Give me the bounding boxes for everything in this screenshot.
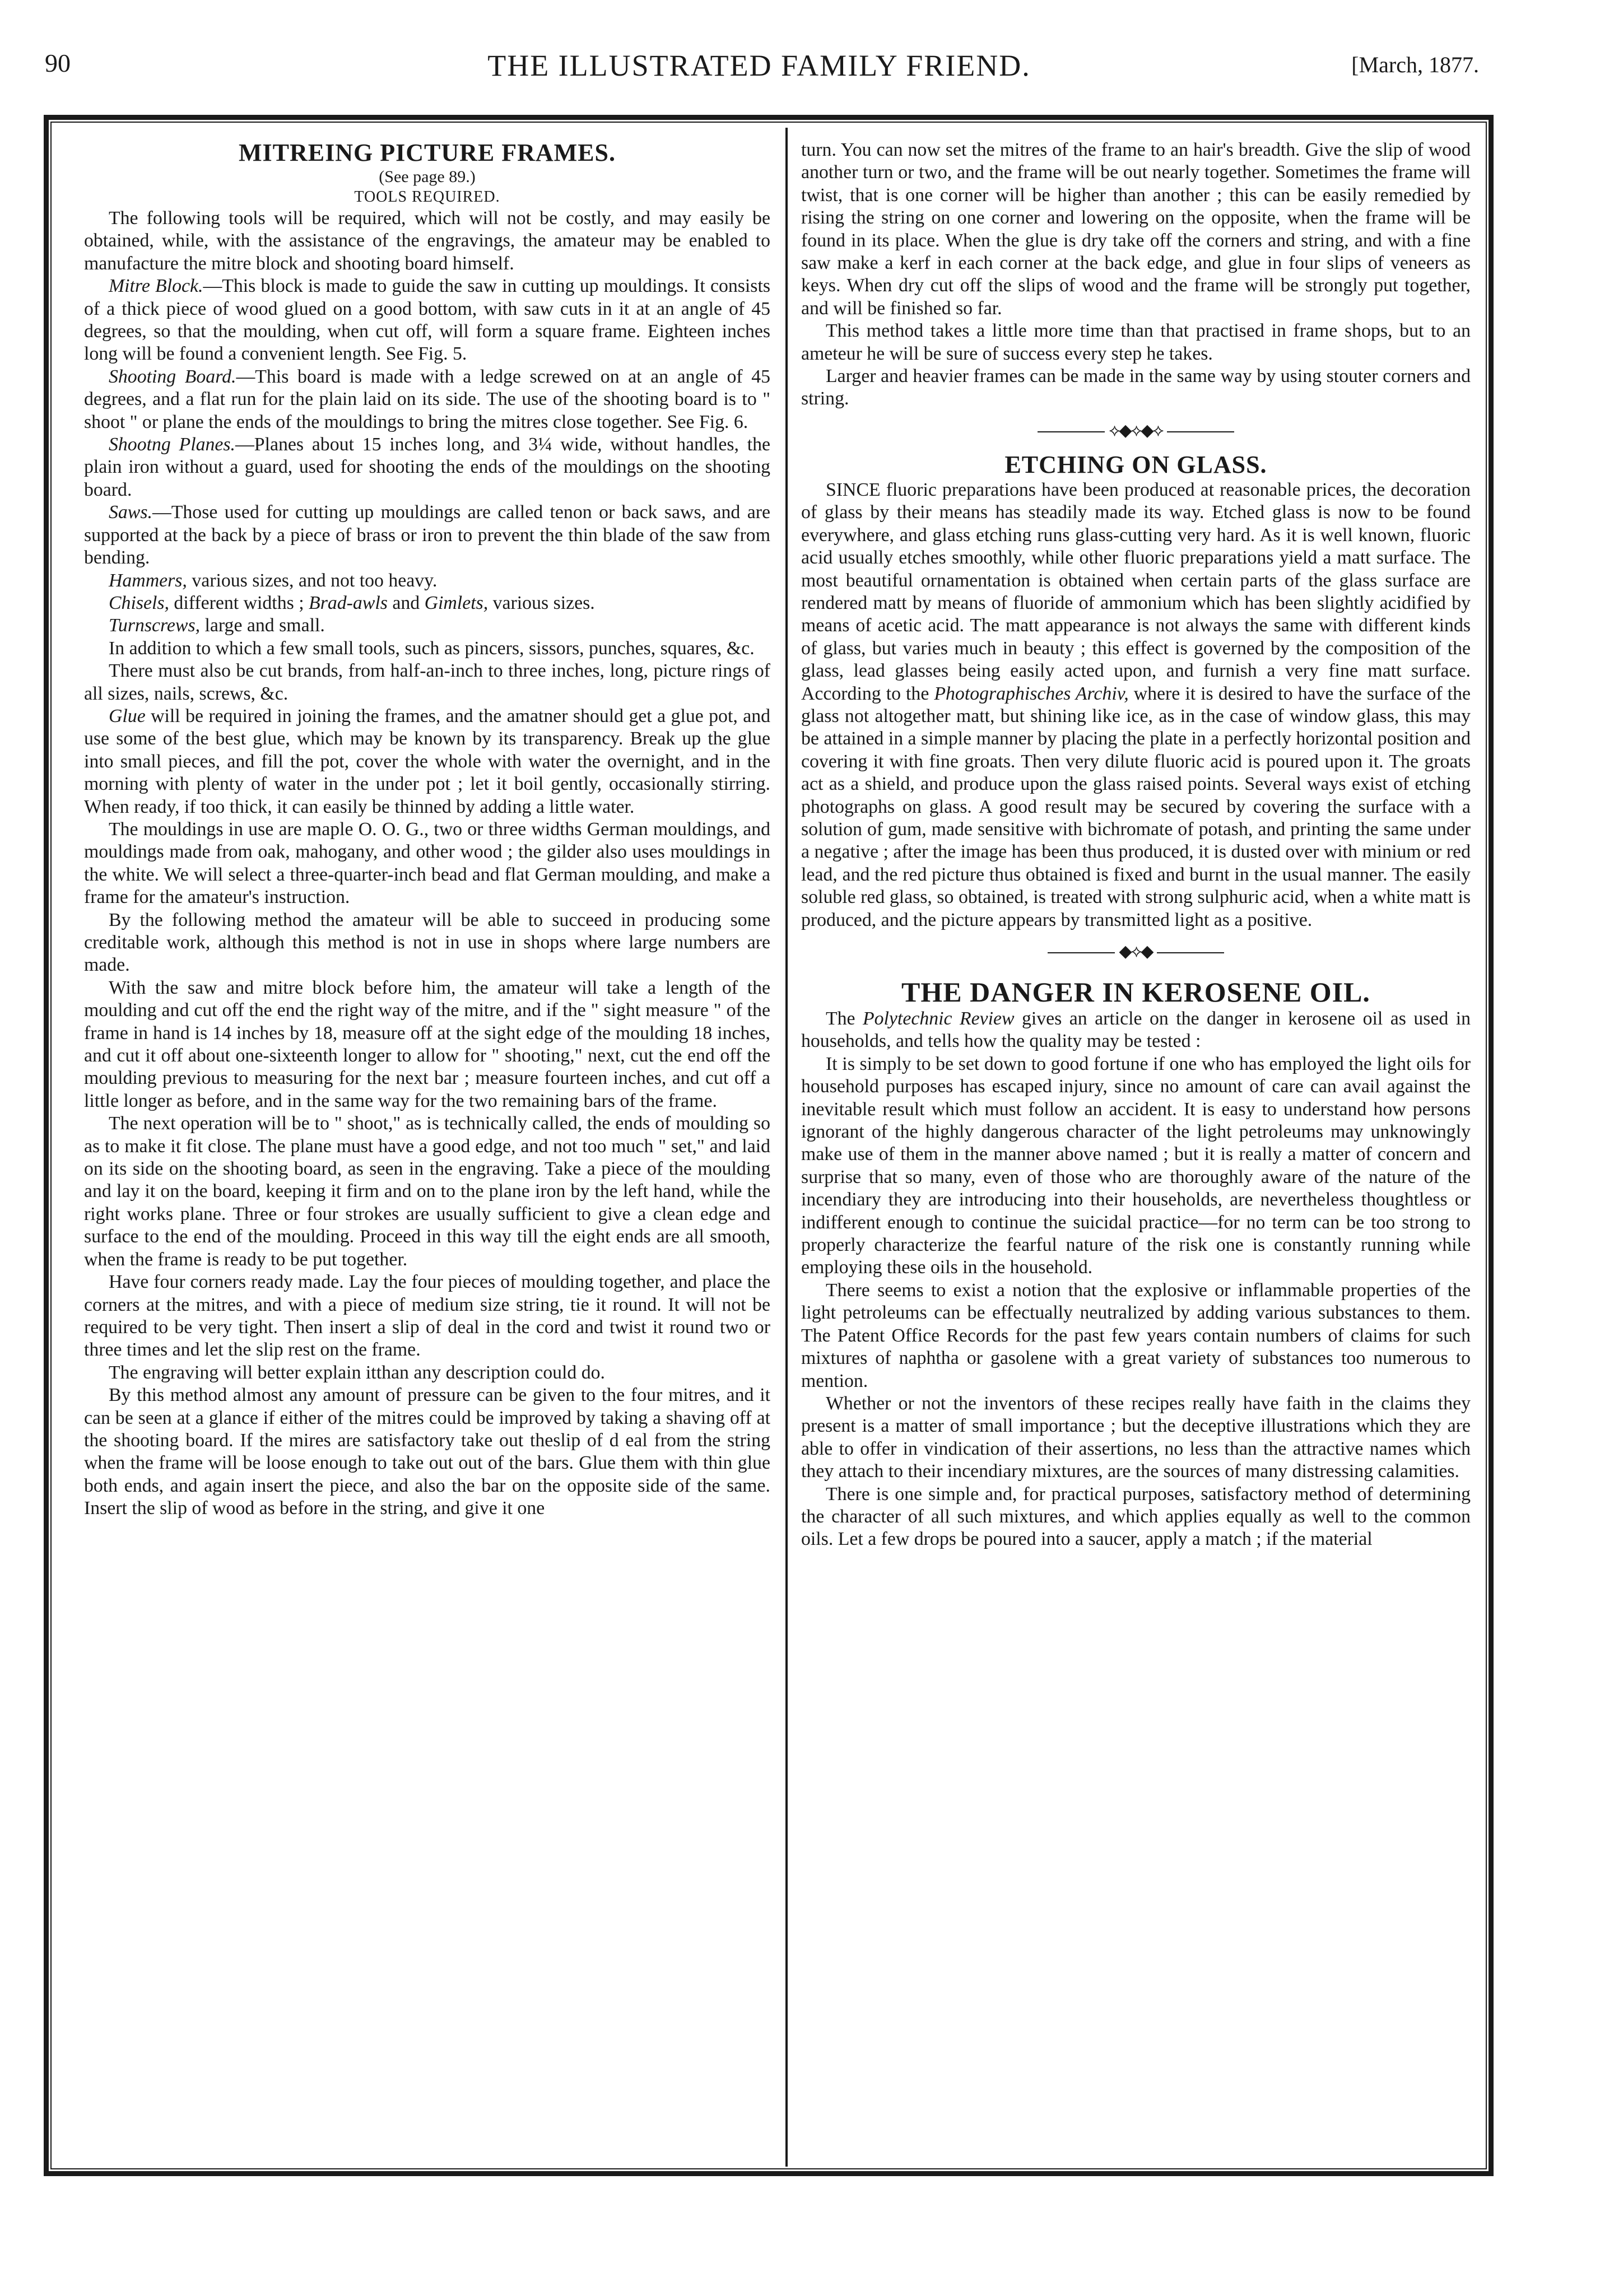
- paragraph: Glue will be required in joining the frames, and the amatner should get a glue pot, and use some of the best glue, which may be known by its transparency. Break up the glue into small pieces, and fill the pot, cover the whole with water the overnight, and in the morning with plenty of water in the under pot ; let it boil gently, occasionally stirring. When ready, if too thick, it can easily be thinned by adding a little water.: [84, 705, 770, 817]
- term: Mitre Block.: [109, 276, 203, 297]
- article-title-etching: ETCHING ON GLASS.: [1004, 450, 1267, 478]
- paragraph: turn. You can now set the mitres of the frame to an hair's breadth. Give the slip of wood another turn or two, and the frame will be out nearly together. Sometimes the frame will twist, that is one corner will be higher than another ; this can be easily remedied by rising the string on one corner and lowering on the opposite, when the frame will be found in its place. When the glue is dry take off the corners and string, and with a fine saw make a kerf in each corner at the back edge, and glue in four slips of veneers as keys. When dry cut off the slips of wood and the frame will be strongly put together, and will be finished so far.: [801, 139, 1471, 319]
- paragraph: It is simply to be set down to good fortune if one who has employed the light oils for household purposes has escaped injury, since no amount of care can avail against the inevitable result which must follow an accident. It is easy to understand how persons ignorant of the highly dangerous character of the light petroleums may unknowingly make use of them in the manner above named ; but it is really a matter of concern and surprise that so many, even of those who are thoroughly aware of the nature of the incendiary they are introducing into their households, are nevertheless thoughtless or indifferent enough to continue the suicidal practice—for no term can be too strong to properly characterize the fearful nature of the risk one is constantly running while employing these oils in the household.: [801, 1053, 1471, 1278]
- term: Glue: [109, 705, 146, 726]
- page-number: 90: [45, 49, 71, 77]
- paragraph: This method takes a little more time than that practised in frame shops, but to an ameteur he will be sure of success every step he takes.: [801, 320, 1471, 364]
- tools-required-heading: TOOLS REQUIRED.: [354, 188, 500, 206]
- term: Turnscrews,: [109, 615, 201, 636]
- paragraph: Hammers, various sizes, and not too heavy.: [109, 570, 438, 591]
- section-ornament: ◆⟡◆: [801, 940, 1471, 963]
- paragraph: Mitre Block.—This block is made to guide the saw in cutting up mouldings. It consists of a thick piece of wood glued on a good bottom, with saw cuts in it at an angle of 45 degrees, so that the moulding, when cut off, will form a square frame. Eighteen inches long will be found a convenient length. See Fig. 5.: [84, 276, 770, 365]
- paragraph: Have four corners ready made. Lay the four pieces of moulding together, and place the corners at the mitres, and with a piece of medium size string, tie it round. It will not be required to be very tight. Then insert a slip of deal in the cord and twist it round two or three times and let the slip rest on the frame.: [84, 1272, 770, 1361]
- paragraph: By this method almost any amount of pressure can be given to the four mitres, and it can be seen at a glance if either of the mitres could be improved by taking a shaving off at the shooting board. If the mires are satisfactory take out theslip of d eal from the string when the frame will be loose enough to take out out of the bars. Glue them with thin glue both ends, and again insert the piece, and also the bar on the opposite side of the same. Insert the slip of wood as before in the string, and give it one: [84, 1385, 770, 1519]
- paragraph: The engraving will better explain itthan any description could do.: [109, 1362, 605, 1383]
- paragraph: The next operation will be to " shoot," as is technically called, the ends of moulding so as to make it fit close. The plane must have a good edge, and not too much " set," and laid on its side on the shooting board, as seen in the engraving. Take a piece of the moulding and lay it on the board, keeping it firm and on to the plane iron by the left hand, while the right works plane. Three or four strokes are usually sufficient to give a clean edge and surface to the end of the moulding. Proceed in this way till the eight ends are all smooth, when the frame is ready to be put together.: [84, 1113, 770, 1270]
- magazine-title: THE ILLUSTRATED FAMILY FRIEND.: [487, 49, 1031, 82]
- left-column: [84, 139, 770, 1520]
- term: Chisels,: [109, 592, 169, 613]
- paragraph: The mouldings in use are maple O. O. G., two or three widths German mouldings, and mouldings made from oak, mahogany, and other wood ; the gilder also uses mouldings in the white. We will select a three-quarter-inch bead and flat German moulding, and make a frame for the amateur's instruction.: [84, 818, 770, 908]
- paragraph: SINCE fluoric preparations have been produced at reasonable prices, the decoration of glass by their means has steadily made its way. Etched glass is now to be found everywhere, and glass etching runs glass-cutting very hard. As it is well known, fluoric acid usually etches smoothly, while other fluoric preparations yield a matt surface. The most beautiful ornamentation is obtained when certain parts of the glass surface are rendered matt by means of fluoride of ammonium which has been slightly acidified by means of acetic acid. The matt appearance is not always the same with different kinds of glass, but varies much in beauty ; this effect is governed by the composition of the glass, lead glasses being easily acted upon, and furnish a very fine matt surface. According to the Photographisches Archiv, where it is desired to have the surface of the glass not altogether matt, but shining like ice, as in the case of window glass, this may be attained in a simple manner by placing the plate in a perfectly horizontal position and covering it with fine groats. Then very dilute fluoric acid is poured upon it. The groats act as a shield, and produce upon the glass raised points. Several ways exist of etching photographs on glass. A good result may be secured by covering the surface with a solution of gum, made sensitive with bichromate of potash, and printing the same under a negative ; after the image has been thus produced, it is dusted over with minium or red lead, and the red picture thus obtained is fixed and burnt in the usual manner. The easily soluble red glass, so obtained, is treated with strong sulphuric acid, when a white matt is produced, and the picture appears by transmitted light as a positive.: [801, 479, 1471, 930]
- term: Shootng Planes.: [109, 434, 235, 455]
- column-divider: [785, 128, 788, 2167]
- paragraph: Chisels, different widths ; Brad-awls and Gimlets, various sizes.: [109, 592, 595, 613]
- see-page-note: (See page 89.): [379, 167, 476, 186]
- article-title-kerosene: THE DANGER IN KEROSENE OIL.: [901, 976, 1370, 1008]
- paragraph: There seems to exist a notion that the explosive or inflammable properties of the light petroleums can be effectually neutralized by adding various substances to them. The Patent Office Records for the past few years contain numbers of claims for such mixtures of naphtha or gasolene with a great variety of substances too numerous to mention.: [801, 1279, 1471, 1391]
- paragraph: Whether or not the inventors of these recipes really have faith in the claims they present is a matter of small importance ; but the deceptive illustrations which they are able to offer in vindication of their assertions, no less than the attractive names which they attach to their incendiary mixtures, are the sources of many distressing calamities.: [801, 1392, 1471, 1482]
- paragraph: Saws.—Those used for cutting up mouldings are called tenon or back saws, and are supported at the back by a piece of brass or iron to prevent the thin blade of the saw from bending.: [84, 502, 770, 569]
- paragraph: In addition to which a few small tools, such as pincers, sissors, punches, squares, &c.: [109, 637, 755, 659]
- paragraph: The following tools will be required, which will not be costly, and may easily be obtained, while, with the assistance of the engravings, the amateur may be enabled to manufacture the mitre block and shooting board himself.: [84, 208, 770, 274]
- term: Saws.: [109, 502, 152, 523]
- paragraph: By the following method the amateur will be able to succeed in producing some creditable work, although this method is not in use in shops where large numbers are made.: [84, 909, 770, 976]
- issue-date: [March, 1877.: [1351, 52, 1479, 77]
- term: Shooting Board.: [109, 366, 236, 387]
- page-header: [34, 48, 1485, 93]
- right-column: [801, 139, 1471, 1551]
- paragraph: Shooting Board.—This board is made with a ledge screwed on at an angle of 45 degrees, and a flat run for the plain laid on its side. The use of the shooting board is to " shoot " or plane the ends of the mouldings to bring the mitres close together. See Fig. 6.: [84, 366, 770, 432]
- paragraph: Shootng Planes.—Planes about 15 inches long, and 3¼ wide, without handles, the plain iron without a guard, used for shooting the ends of the mouldings on the shooting board.: [84, 434, 770, 500]
- term: Hammers,: [109, 570, 187, 591]
- paragraph: Turnscrews, large and small.: [109, 615, 325, 636]
- section-ornament: ⟡◆⟡◆⟡: [801, 420, 1471, 442]
- paragraph: With the saw and mitre block before him, the amateur will take a length of the moulding and cut off the end the right way of the mitre, and if the " sight measure " of the frame in hand is 14 inches by 18, measure off at the sight edge of the moulding 18 inches, and cut it off about one-sixteenth longer to allow for " shooting," next, cut the end off the moulding previous to measuring for the next bar ; measure fourteen inches, and cut off a little longer as before, and in the same way for the two remaining bars of the frame.: [84, 977, 770, 1111]
- paragraph: There is one simple and, for practical purposes, satisfactory method of determining the character of all such mixtures, and which applies equally as well to the common oils. Let a few drops be poured into a saucer, apply a match ; if the material: [801, 1483, 1471, 1550]
- article-title-mitreing: MITREING PICTURE FRAMES.: [238, 139, 616, 166]
- paragraph: There must also be cut brands, from half-an-inch to three inches, long, picture rings of all sizes, nails, screws, &c.: [84, 660, 770, 704]
- paragraph: The Polytechnic Review gives an article on the danger in kerosene oil as used in households, and tells how the quality may be tested :: [801, 1008, 1471, 1052]
- paragraph: Larger and heavier frames can be made in the same way by using stouter corners and string.: [801, 366, 1471, 409]
